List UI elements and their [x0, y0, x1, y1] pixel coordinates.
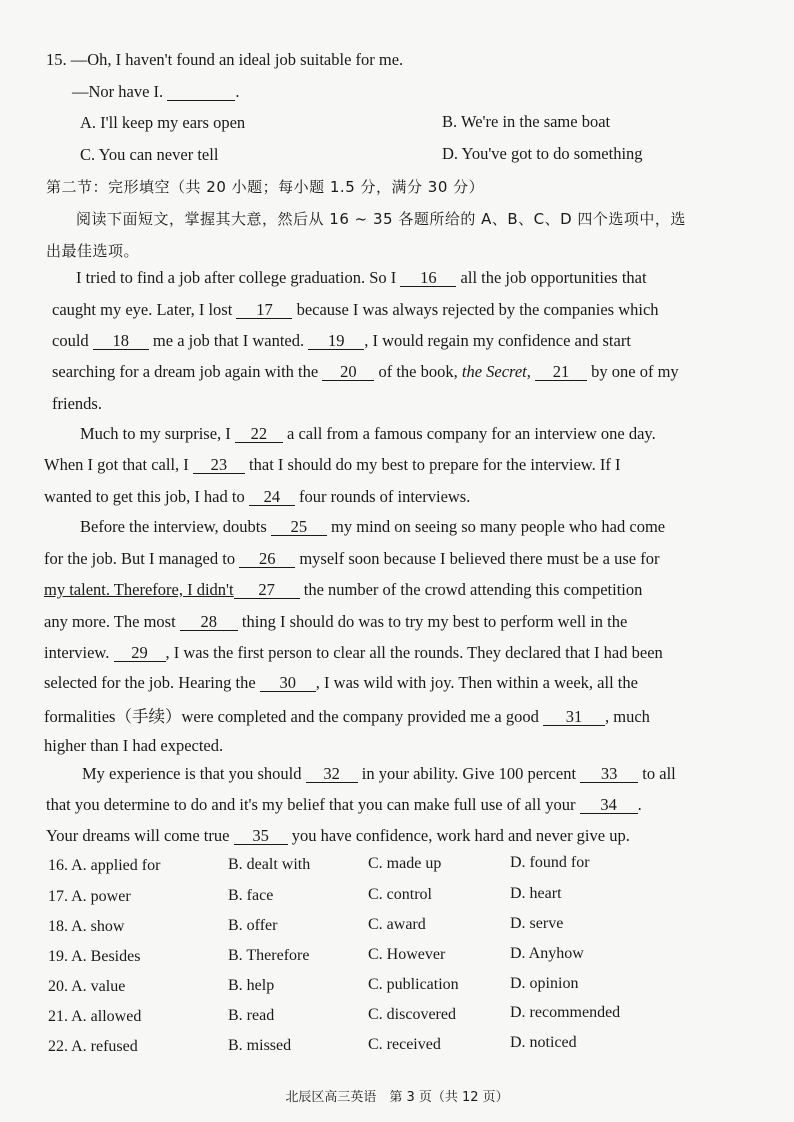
q15-response-text: —Nor have I.	[72, 82, 164, 101]
blank-32: 32	[306, 765, 358, 783]
text: myself soon because I believed there must be a use for	[299, 549, 660, 568]
passage-line	[44, 612, 627, 632]
text: Your dreams will come true	[46, 826, 230, 845]
text: Much to my surprise, I	[80, 424, 231, 443]
text: , much	[604, 707, 650, 726]
text: the number of the crowd attending this competition	[303, 580, 643, 599]
text: that you determine to do and it's my belief that you can make full use of all your	[46, 795, 576, 814]
blank-23: 23	[193, 456, 245, 474]
text: , I was wild with joy. Then within a week, all the	[315, 673, 638, 692]
blank-24: 24	[249, 488, 295, 506]
blank-16: 16	[400, 269, 456, 287]
text: of the book,	[378, 362, 458, 381]
q15-option-a: A. I'll keep my ears open	[80, 113, 246, 132]
blank-17: 17	[236, 301, 292, 319]
passage-line	[80, 424, 656, 444]
option-22-a: 22. A. refused	[48, 1038, 138, 1055]
text: that I should do my best to prepare for the interview. If I	[249, 455, 621, 474]
blank-31: 31	[543, 708, 605, 726]
passage-line	[44, 643, 663, 663]
passage-line	[44, 455, 620, 475]
text: , I would regain my confidence and start	[364, 331, 631, 350]
passage-line	[44, 673, 638, 693]
text: Before the interview, doubts	[80, 517, 267, 536]
section-instruction-2: 出最佳选项。	[46, 242, 140, 260]
passage-line	[44, 487, 470, 507]
q15-stem: 15. —Oh, I haven't found an ideal job suitable for me.	[46, 50, 404, 69]
text: you have confidence, work hard and never give up.	[291, 826, 630, 845]
blank-35: 35	[234, 827, 288, 845]
option-20-d: D. opinion	[510, 975, 579, 992]
option-22-b: B. missed	[228, 1037, 292, 1054]
option-19-a: 19. A. Besides	[48, 948, 141, 965]
passage-line: higher than I had expected.	[44, 736, 224, 755]
text: all the job opportunities that	[460, 268, 647, 287]
section-heading: 第二节：完形填空（共 20 小题；每小题 1.5 分，满分 30 分）	[46, 178, 485, 196]
text: selected for the job. Hearing the	[44, 673, 256, 692]
blank-21: 21	[535, 363, 587, 381]
blank-20: 20	[322, 363, 374, 381]
text: a call from a famous company for an interview one day.	[287, 424, 656, 443]
passage-line	[46, 826, 630, 846]
blank-25: 25	[271, 518, 327, 536]
q15-response	[72, 82, 239, 102]
option-17-b: B. face	[228, 887, 274, 904]
blank-34: 34	[580, 796, 638, 814]
text: four rounds of interviews.	[298, 487, 471, 506]
q15-option-d: D. You've got to do something	[442, 144, 643, 163]
passage-line	[44, 703, 650, 727]
text: caught my eye. Later, I lost	[52, 300, 233, 319]
blank-27: 27	[234, 581, 300, 599]
option-20-c: C. publication	[368, 976, 459, 993]
option-16-d: D. found for	[510, 854, 590, 871]
option-21-b: B. read	[228, 1007, 275, 1024]
text: because I was always rejected by the companies which	[296, 300, 659, 319]
text: could	[52, 331, 89, 350]
text: wanted to get this job, I had to	[44, 487, 245, 506]
text: to all	[642, 764, 676, 783]
option-17-d: D. heart	[510, 885, 562, 902]
passage-line	[76, 268, 647, 288]
text: in your ability. Give 100 percent	[361, 764, 577, 783]
option-21-d: D. recommended	[510, 1004, 621, 1021]
option-18-a: 18. A. show	[48, 918, 125, 935]
q15-blank	[167, 83, 235, 101]
blank-26: 26	[239, 550, 295, 568]
passage-line	[44, 580, 642, 600]
text: interview.	[44, 643, 110, 662]
text: thing I should do was to try my best to perform well in the	[241, 612, 628, 631]
option-16-a: 16. A. applied for	[48, 857, 161, 874]
q15-period: .	[235, 82, 240, 101]
text: any more. The most	[44, 612, 176, 631]
text: my mind on seeing so many people who had come	[331, 517, 666, 536]
text: formalities（手续）were completed and the company provided me a good	[44, 707, 539, 726]
option-20-b: B. help	[228, 977, 275, 994]
blank-28: 28	[180, 613, 238, 631]
option-22-c: C. received	[368, 1036, 441, 1053]
blank-29: 29	[114, 644, 166, 662]
page-footer: 北辰区高三英语 第 3 页（共 12 页）	[285, 1090, 509, 1105]
q15-option-c: C. You can never tell	[80, 145, 219, 164]
text: ,	[526, 362, 531, 381]
text: I tried to find a job after college graduation. So I	[76, 268, 397, 287]
passage-line	[52, 300, 659, 320]
option-22-d: D. noticed	[510, 1034, 577, 1051]
blank-22: 22	[235, 425, 283, 443]
q15-option-b: B. We're in the same boat	[442, 112, 611, 131]
passage-line	[52, 331, 631, 351]
text: .	[637, 795, 642, 814]
underlined-text: my talent. Therefore, I didn't	[44, 580, 234, 599]
blank-33: 33	[580, 765, 638, 783]
option-21-c: C. discovered	[368, 1006, 456, 1023]
text: My experience is that you should	[82, 764, 302, 783]
text: , I was the first person to clear all the rounds. They declared that I had been	[165, 643, 663, 662]
book-title: the Secret	[461, 362, 527, 381]
text: me a job that I wanted.	[152, 331, 305, 350]
option-16-b: B. dealt with	[228, 856, 311, 873]
text: by one of my	[591, 362, 679, 381]
passage-line	[52, 362, 679, 382]
passage-line	[44, 549, 659, 569]
option-17-c: C. control	[368, 886, 432, 903]
option-21-a: 21. A. allowed	[48, 1008, 142, 1025]
blank-30: 30	[260, 674, 316, 692]
option-20-a: 20. A. value	[48, 978, 126, 995]
text: When I got that call, I	[44, 455, 189, 474]
passage-line: friends.	[52, 394, 102, 413]
option-19-c: C. However	[368, 946, 446, 963]
option-19-b: B. Therefore	[228, 947, 310, 964]
option-18-b: B. offer	[228, 917, 278, 934]
blank-18: 18	[93, 332, 149, 350]
text: searching for a dream job again with the	[52, 362, 319, 381]
option-18-c: C. award	[368, 916, 426, 933]
passage-line	[82, 764, 676, 784]
text: for the job. But I managed to	[44, 549, 236, 568]
option-19-d: D. Anyhow	[510, 945, 584, 962]
section-instruction-1: 阅读下面短文，掌握其大意，然后从 16 ~ 35 各题所给的 A、B、C、D 四个选项中，选	[76, 210, 686, 228]
option-16-c: C. made up	[368, 855, 442, 872]
option-18-d: D. serve	[510, 915, 564, 932]
passage-line	[80, 517, 665, 537]
passage-line	[46, 795, 642, 815]
option-17-a: 17. A. power	[48, 888, 131, 905]
blank-19: 19	[308, 332, 364, 350]
